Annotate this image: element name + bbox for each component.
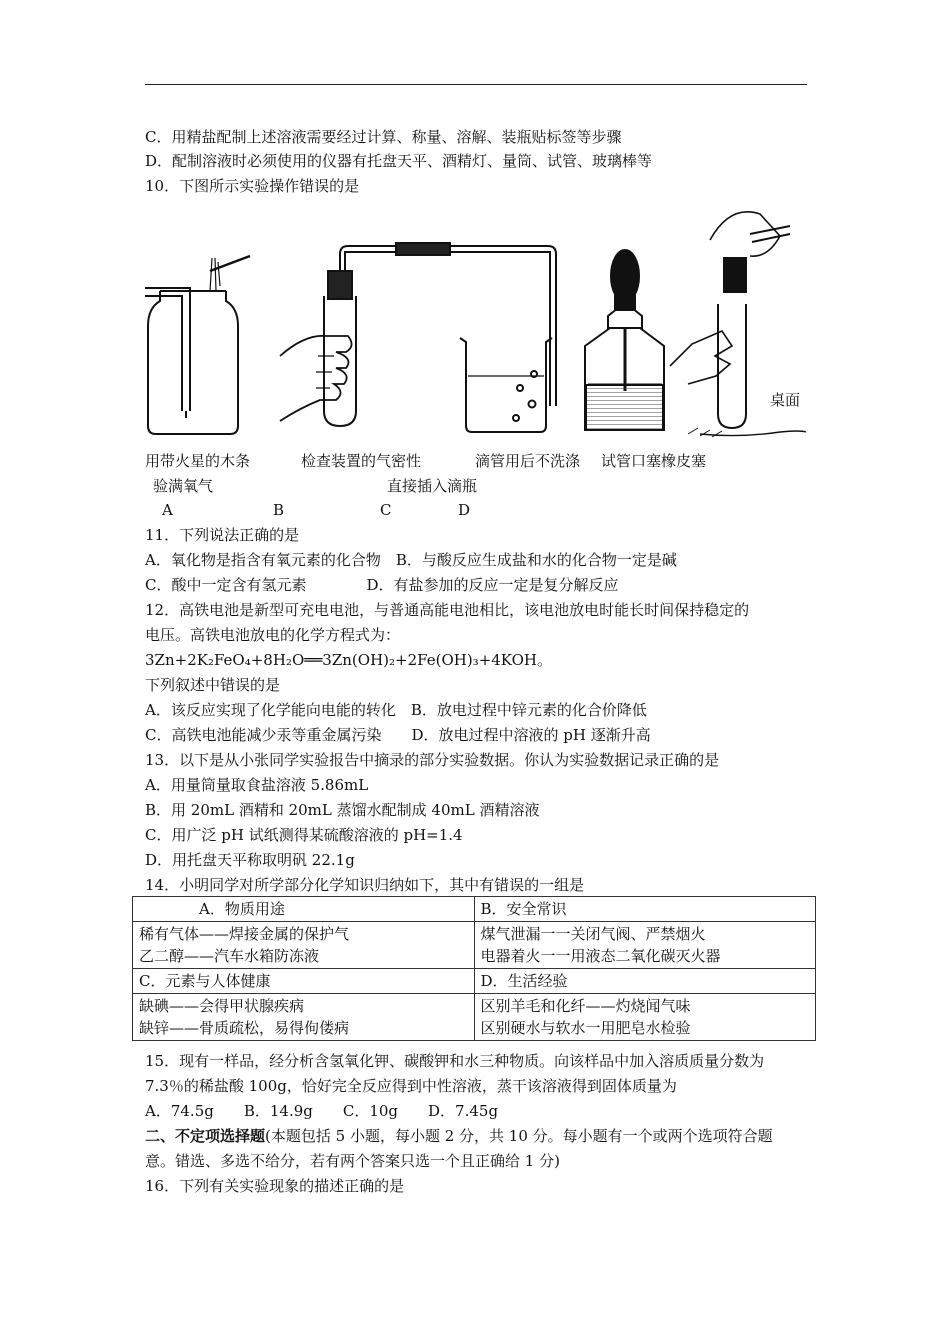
q12-options-ab: A．该反应实现了化学能向电能的转化 B．放电过程中锌元素的化合价降低 xyxy=(145,701,647,719)
figure-b-airtightness xyxy=(280,243,556,432)
section2-title: 二、不定项选择题 xyxy=(145,1127,266,1145)
q15-stem-2: 7.3％的稀盐酸 100g，恰好完全反应得到中性溶液，蒸干该溶液得到固体质量为 xyxy=(145,1077,677,1095)
q14-knowledge-table xyxy=(132,896,816,1041)
caption-b: 检查装置的气密性 xyxy=(301,452,422,470)
letter-a: A xyxy=(162,501,173,519)
caption-d: 试管口塞橡皮塞 xyxy=(601,452,707,470)
q12-stem-2: 电压。高铁电池放电的化学方程式为： xyxy=(145,626,401,644)
q13-option-d: D．用托盘天平称取明矾 22.1g xyxy=(145,851,355,869)
table-cell: 缺碘——会得甲状腺疾病 缺锌——骨质疏松，易得佝偻病 xyxy=(133,994,475,1041)
letter-b: B xyxy=(273,501,285,519)
q11-options-ab: A．氧化物是指含有氧元素的化合物 B．与酸反应生成盐和水的化合物一定是碱 xyxy=(145,551,677,569)
q12-equation: 3Zn+2K₂FeO₄+8H₂O══3Zn(OH)₂+2Fe(OH)₃+4KOH。 xyxy=(145,651,552,669)
q12-stem-3: 下列叙述中错误的是 xyxy=(145,676,281,694)
figure-c-dropper-bottle xyxy=(585,250,664,430)
q11-stem: 11．下列说法正确的是 xyxy=(145,526,300,544)
q16-stem: 16．下列有关实验现象的描述正确的是 xyxy=(145,1177,405,1195)
q9-option-d: D．配制溶液时必须使用的仪器有托盘天平、酒精灯、量筒、试管、玻璃棒等 xyxy=(145,152,653,170)
figure-a-bottle xyxy=(145,256,250,434)
q13-option-b: B．用 20mL 酒精和 20mL 蒸馏水配制成 40mL 酒精溶液 xyxy=(145,801,540,819)
table-cell: 区别羊毛和化纤——灼烧闻气味 区别硬水与软水一用肥皂水检验 xyxy=(474,994,816,1041)
table-cell: 煤气泄漏一一关闭气阀、严禁烟火 电器着火一一用液态二氧化碳灭火器 xyxy=(474,922,816,969)
q14-stem: 14．小明同学对所学部分化学知识归纳如下，其中有错误的一组是 xyxy=(145,876,585,894)
table-cell: B．安全常识 xyxy=(474,897,816,922)
q10-stem: 10．下图所示实验操作错误的是 xyxy=(145,177,360,195)
q12-stem-1: 12．高铁电池是新型可充电电池，与普通高能电池相比，该电池放电时能长时间保持稳定的 xyxy=(145,601,750,619)
table-row xyxy=(133,922,816,969)
table-cell: A．物质用途 xyxy=(133,897,475,922)
q9-option-c: C．用精盐配制上述溶液需要经过计算、称量、溶解、装瓶贴标签等步骤 xyxy=(145,128,622,146)
caption-a-line2: 验满氧气 xyxy=(153,477,214,495)
table-row xyxy=(133,994,816,1041)
q15-options: A．74.5g B．14.9g C．10g D．7.45g xyxy=(145,1102,499,1120)
header-rule xyxy=(145,84,807,85)
q11-options-cd: C．酸中一定含有氢元素 D．有盐参加的反应一定是复分解反应 xyxy=(145,576,619,594)
section2-desc-2: 意。错选、多选不给分，若有两个答案只选一个且正确给 1 分) xyxy=(145,1152,560,1170)
letter-d: D xyxy=(458,501,471,519)
table-cell: C．元素与人体健康 xyxy=(133,969,475,994)
caption-c-line2: 直接插入滴瓶 xyxy=(387,477,478,495)
lab-operations-figure xyxy=(140,196,810,446)
table-cell: D．生活经验 xyxy=(474,969,816,994)
section2-desc-1: (本题包括 5 小题，每小题 2 分，共 10 分。每小题有一个或两个选项符合题 xyxy=(265,1127,773,1145)
q13-option-a: A．用量筒量取食盐溶液 5.86mL xyxy=(145,776,369,794)
table-row xyxy=(133,969,816,994)
q13-stem: 13．以下是从小张同学实验报告中摘录的部分实验数据。你认为实验数据记录正确的是 xyxy=(145,751,720,769)
section2-heading xyxy=(145,1126,773,1146)
desk-label: 桌面 xyxy=(770,391,801,409)
caption-a: 用带火星的木条 xyxy=(145,452,251,470)
caption-c: 滴管用后不洗涤 xyxy=(475,452,581,470)
q12-options-cd: C．高铁电池能减少汞等重金属污染 D．放电过程中溶液的 pH 逐渐升高 xyxy=(145,726,651,744)
table-row xyxy=(133,897,816,922)
table-cell: 稀有气体——焊接金属的保护气 乙二醇——汽车水箱防冻液 xyxy=(133,922,475,969)
q13-option-c: C．用广泛 pH 试纸测得某硫酸溶液的 pH=1.4 xyxy=(145,826,463,844)
q15-stem-1: 15．现有一样品，经分析含氢氧化钾、碳酸钾和水三种物质。向该样品中加入溶质质量分数为 xyxy=(145,1052,765,1070)
letter-c: C xyxy=(380,501,392,519)
